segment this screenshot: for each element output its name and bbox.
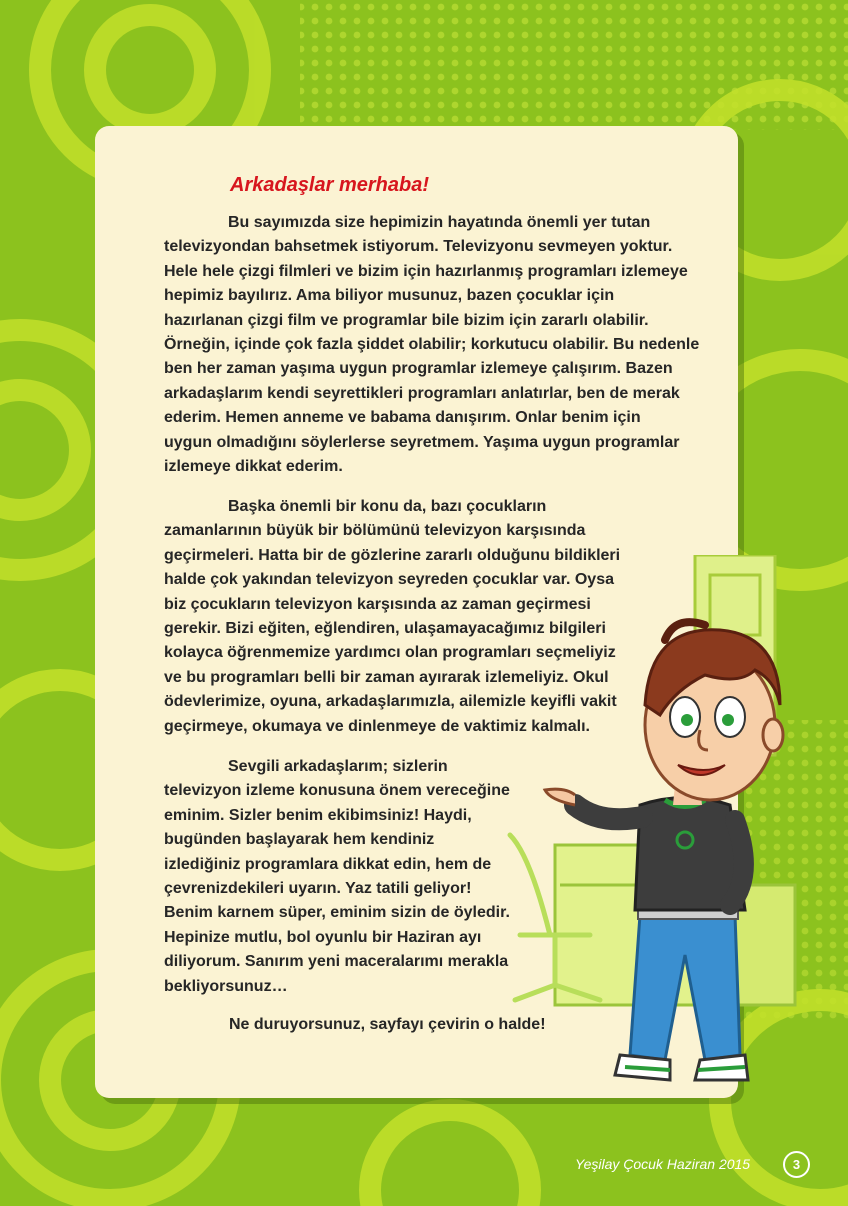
paragraph-2: Başka önemli bir konu da, bazı çocukların zamanlarının büyük bir bölümünü televizyon karşısında geçirmeleri. Hatta bir de gözlerine zararlı olduğunu bildikleri halde çok yakından televizyon seyreden çocuklar var. Oysa biz çocukların televizyon karşısında az zaman geçirmesi gerekir. Bizi eğiten, eğlendiren, ulaşamayacağımız bilgileri kolayca öğrenmemize yardımcı olan programları seçmeliyiz ve bu programları belli bir zaman ayırarak izlemeliyiz. Okul ödevlerimize, oyuna, arkadaşlarımızla, ailemizle keyifli vakit geçirmeye, okumaya ve dinlenmeye de vaktimiz kalmalı. (164, 498, 621, 735)
page-number-badge: 3 (783, 1151, 810, 1178)
closing-line: Ne duruyorsunuz, sayfayı çevirin o halde! (229, 1016, 546, 1033)
greeting-heading: Arkadaşlar merhaba! (230, 174, 429, 196)
magazine-footer: Yeşilay Çocuk Haziran 2015 (575, 1156, 751, 1172)
boy-head (645, 622, 783, 805)
paragraph-1: Bu sayımızda size hepimizin hayatında önemli yer tutan televizyondan bahsetmek istiyorum. Televizyonu sevmeyen yoktur. Hele hele çizgi filmleri ve bizim için hazırlanmış programları izlemeye hepimiz bayılırız. Ama biliyor musunuz, bazen çocuklar için hazırlanan çizgi film ve programlar bile bizim için zararlı olabilir. Örneğin, içinde çok fazla şiddet olabilir; korkutucu olabilir. Bu nedenle ben her zaman yaşıma uygun programlar izlemeye çalışırım. Bazen arkadaşlarım kendi seyrettikleri programları anlatırlar, ben de merak ederim. Hemen anneme ve babama danışırım. Onlar benim için uygun olmadığını söylerlerse seyretmem. Yaşıma uygun programlar izlemeye dikkat ederim. (164, 214, 700, 476)
boy-character-illustration (490, 555, 820, 1115)
paragraph-3: Sevgili arkadaşlarım; sizlerin televizyon izleme konusuna önem vereceğine eminim. Sizler benim ekibimsiniz! Haydi, bugünden başlayarak hem kendiniz izlediğiniz programlara dikkat edin, hem de çevrenizdekileri uyarın. Yaz tatili geliyor! Benim karnem süper, eminim sizin de öyledir. Hepinize mutlu, bol oyunlu bir Haziran ayı diliyorum. Sanırım yeni maceralarımı merakla bekliyorsunuz… (164, 758, 510, 995)
